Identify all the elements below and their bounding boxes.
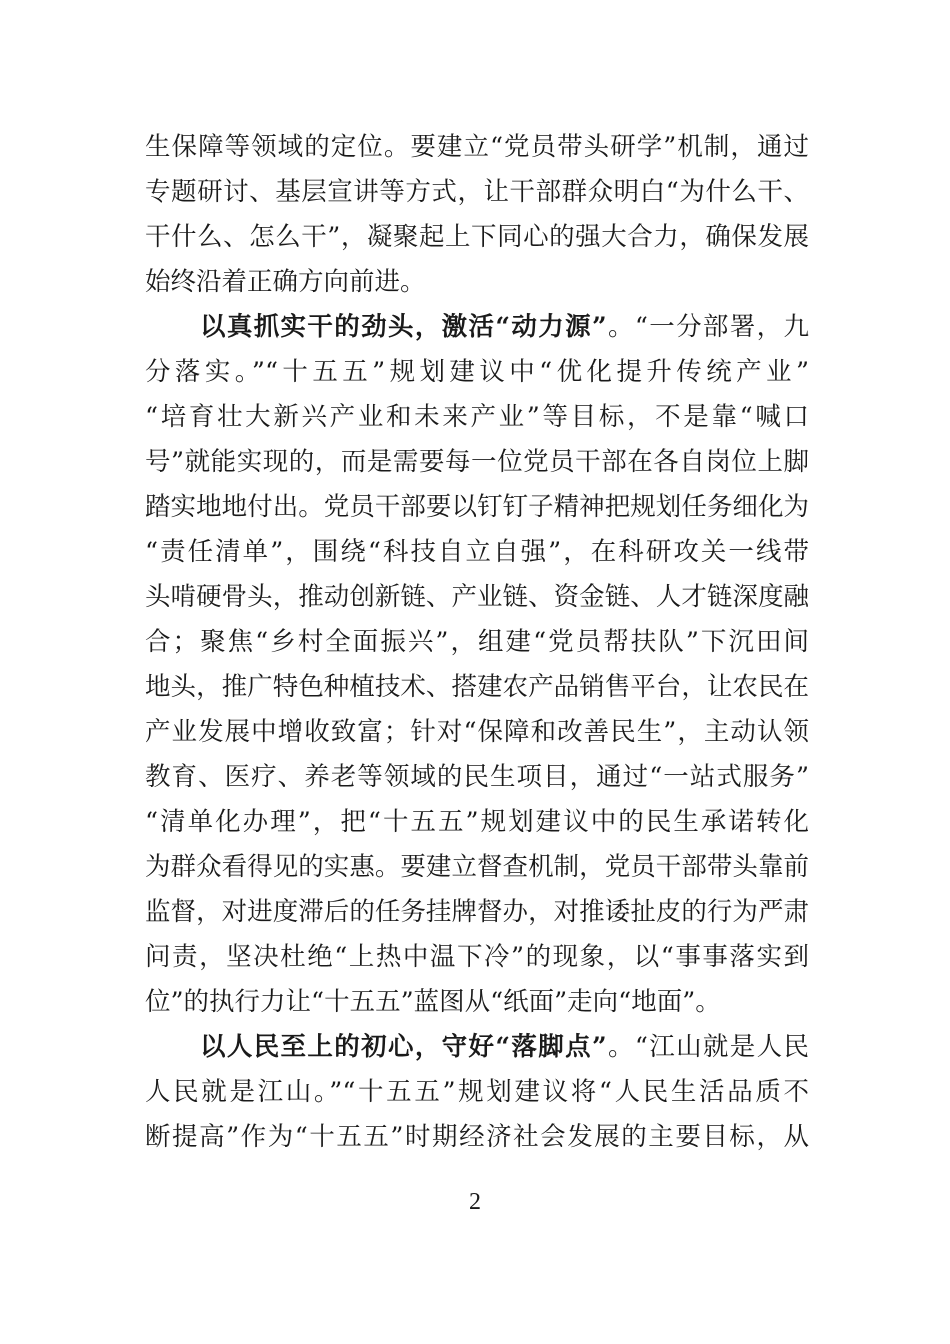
paragraph	[145, 305, 809, 1025]
text-line: 头啃硬骨头，推动创新链、产业链、资金链、人才链深度融	[145, 582, 809, 612]
text-line: 分落实。”“十五五”规划建议中“优化提升传统产业”	[145, 357, 809, 387]
text-line: 教育、医疗、养老等领域的民生项目，通过“一站式服务”	[145, 762, 809, 792]
paragraph-first-line	[145, 1025, 809, 1070]
text-line: 断提高”作为“十五五”时期经济社会发展的主要目标，从	[145, 1122, 809, 1152]
text-line: 干什么、怎么干”，凝聚起上下同心的强大合力，确保发展	[145, 222, 809, 252]
text-line: 为群众看得见的实惠。要建立督查机制，党员干部带头靠前	[145, 852, 809, 882]
paragraph-heading: 以真抓实干的劲头，激活“动力源”	[200, 312, 607, 342]
text-line: 产业发展中增收致富；针对“保障和改善民生”，主动认领	[145, 717, 809, 747]
body-text	[145, 125, 809, 1160]
text-line: “清单化办理”，把“十五五”规划建议中的民生承诺转化	[145, 807, 809, 837]
text-run: 。“江山就是人民	[606, 1032, 809, 1062]
text-line: 问责，坚决杜绝“上热中温下冷”的现象，以“事事落实到	[145, 942, 809, 972]
text-line: 合；聚焦“乡村全面振兴”，组建“党员帮扶队”下沉田间	[145, 627, 809, 657]
paragraph	[145, 125, 809, 305]
paragraph-first-line	[145, 305, 809, 350]
text-run: 。“一分部署，九	[606, 312, 809, 342]
text-line: 始终沿着正确方向前进。	[145, 267, 426, 297]
text-line: “培育壮大新兴产业和未来产业”等目标，不是靠“喊口	[145, 402, 809, 432]
text-line: 踏实地地付出。党员干部要以钉钉子精神把规划任务细化为	[145, 492, 809, 522]
text-line: 地头，推广特色种植技术、搭建农产品销售平台，让农民在	[145, 672, 809, 702]
text-line: 人民就是江山。”“十五五”规划建议将“人民生活品质不	[145, 1077, 809, 1107]
text-line: 专题研讨、基层宣讲等方式，让干部群众明白“为什么干、	[145, 177, 809, 207]
text-line: 监督，对进度滞后的任务挂牌督办，对推诿扯皮的行为严肃	[145, 897, 809, 927]
paragraph	[145, 1025, 809, 1160]
text-line: 号”就能实现的，而是需要每一位党员干部在各自岗位上脚	[145, 447, 809, 477]
paragraph-heading: 以人民至上的初心，守好“落脚点”	[200, 1032, 607, 1062]
text-line: 位”的执行力让“十五五”蓝图从“纸面”走向“地面”。	[145, 987, 721, 1017]
text-line: “责任清单”，围绕“科技自立自强”，在科研攻关一线带	[145, 537, 809, 567]
text-line: 生保障等领域的定位。要建立“党员带头研学”机制，通过	[145, 132, 809, 162]
page-number: 2	[469, 1189, 481, 1215]
